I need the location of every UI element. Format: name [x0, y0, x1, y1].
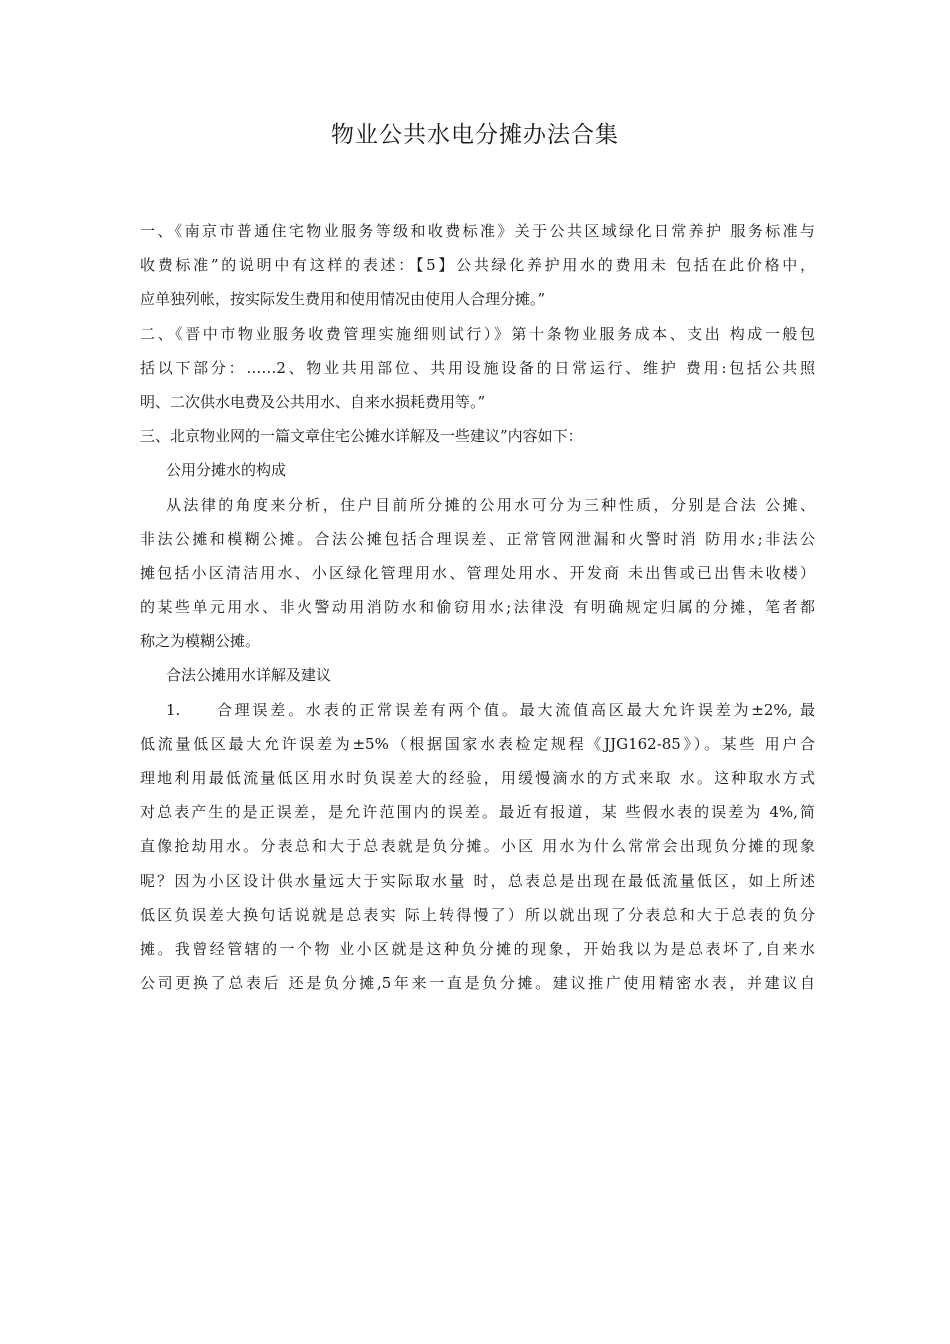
- text-line: 摊。我曾经管辖的一个物 业小区就是这种负分摊的现象，开始我以为是总表坏了,自来水: [140, 939, 815, 958]
- section-heading: 合法公摊用水详解及建议: [166, 666, 332, 685]
- text-line: 从法律的角度来分析，住户目前所分摊的公用水可分为三种性质，分别是合法 公摊、: [166, 495, 815, 514]
- text-line: 公司更换了总表后 还是负分摊,5年来一直是负分摊。建议推广使用精密水表，并建议自: [140, 974, 815, 993]
- text-line: 二、《晋中市物业服务收费管理实施细则试行）》第十条物业服务成本、支出 构成一般包: [140, 324, 815, 343]
- text-line: 摊包括小区清洁用水、小区绿化管理用水、管理处用水、开发商 未出售或已出售未收楼）: [140, 563, 815, 582]
- text-line: 低区负误差大换句话说就是总表实 际上转得慢了）所以就出现了分表总和大于总表的负分: [140, 905, 815, 924]
- text-line: 括以下部分：……2、物业共用部位、共用设施设备的日常运行、维护 费用:包括公共照: [140, 358, 815, 377]
- page-title: 物业公共水电分摊办法合集: [331, 122, 619, 148]
- text-line: 理地利用最低流量低区用水时负误差大的经验，用缓慢滴水的方式来取 水。这种取水方式: [140, 769, 815, 787]
- text-line: 明、二次供水电费及公共用水、自来水损耗费用等。”: [140, 392, 486, 411]
- text-line: 收费标准”的说明中有这样的表述：【5】公共绿化养护用水的费用未 包括在此价格中，: [140, 256, 815, 275]
- text-line: 一、《南京市普通住宅物业服务等级和收费标准》关于公共区域绿化日常养护 服务标准与: [140, 222, 815, 240]
- list-item-number: 1.: [166, 700, 181, 719]
- text-line: 称之为模糊公摊。: [140, 632, 261, 651]
- text-line: 应单独列帐，按实际发生费用和使用情况由使用人合理分摊。”: [140, 290, 546, 309]
- section-heading: 公用分摊水的构成: [166, 461, 287, 480]
- text-line: 的某些单元用水、非火警动用消防水和偷窃用水;法律没 有明确规定归属的分摊，笔者都: [140, 598, 815, 617]
- document-body: [140, 214, 815, 1000]
- text-line: 低流量低区最大允许误差为±5%（根据国家水表检定规程《JJG162-85》）。某些 用户合: [140, 734, 815, 753]
- text-line: 直像抢劫用水。分表总和大于总表就是负分摊。小区 用水为什么常常会出现负分摊的现象: [140, 837, 815, 856]
- list-item-line: [140, 693, 815, 727]
- text-line: 呢？因为小区设计供水量远大于实际取水量 时，总表总是出现在最低流量低区，如上所述: [140, 871, 815, 890]
- text-line: 三、北京物业网的一篇文章住宅公摊水详解及一些建议”内容如下：: [140, 427, 583, 446]
- list-item-text: 合理误差。水表的正常误差有两个值。最大流值高区最大允许误差为±2%, 最: [214, 700, 815, 719]
- text-line: 非法公摊和模糊公摊。合法公摊包括合理误差、正常管网泄漏和火警时消 防用水;非法公: [140, 529, 815, 548]
- text-line: 对总表产生的是正误差，是允许范围内的误差。最近有报道，某 些假水表的误差为 4%,简: [140, 803, 815, 822]
